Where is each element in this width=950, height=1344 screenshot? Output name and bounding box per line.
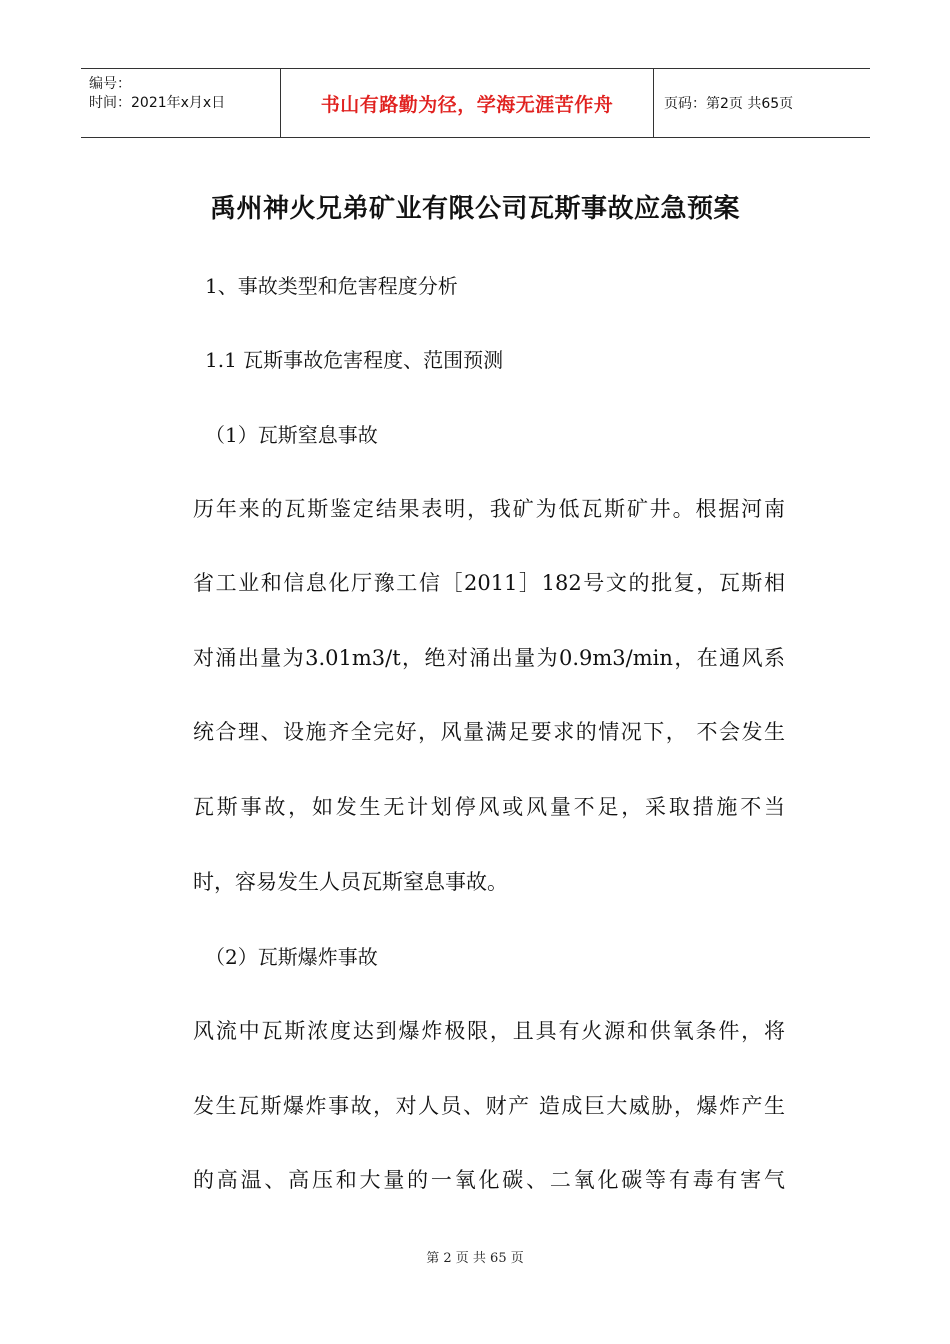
paragraph-line: 时，容易发生人员瓦斯窒息事故。 [193,870,508,894]
number-label: 编号： [89,76,131,92]
time-label: 时间：2021年x月x日 [89,95,226,111]
page-footer: 第 2 页 共 65 页 [426,1251,524,1266]
paragraph-line: 的高温、高压和大量的一氧化碳、二氧化碳等有毒有害气 [193,1168,785,1192]
paragraph-line: 统合理、设施齐全完好，风量满足要求的情况下， 不会发生 [193,720,785,744]
sub-heading-1: （1）瓦斯窒息事故 [205,423,378,447]
header-page-cell [654,69,870,137]
paragraph-line: 发生瓦斯爆炸事故，对人员、财产 造成巨大威胁，爆炸产生 [193,1094,785,1118]
paragraph-line: 瓦斯事故，如发生无计划停风或风量不足，采取措施不当 [193,795,785,819]
header-table [81,68,870,138]
sub-heading-2: （2）瓦斯爆炸事故 [205,945,378,969]
section-heading: 1、事故类型和危害程度分析 [205,274,458,298]
paragraph-line: 省工业和信息化厅豫工信［2011］182号文的批复，瓦斯相 [193,571,785,595]
header-meta-cell [81,69,281,137]
subsection-heading: 1.1 瓦斯事故危害程度、范围预测 [205,348,504,372]
motto: 书山有路勤为径，学海无涯苦作舟 [320,93,614,116]
paragraph-line: 历年来的瓦斯鉴定结果表明，我矿为低瓦斯矿井。根据河南 [193,497,785,521]
paragraph-line: 对涌出量为3.01m3/t，绝对涌出量为0.9m3/min，在通风系 [193,646,785,670]
document-title: 禹州神火兄弟矿业有限公司瓦斯事故应急预案 [209,194,740,224]
header-motto-cell [281,69,654,137]
page-info: 页码：第2页 共65页 [664,96,794,112]
paragraph-line: 风流中瓦斯浓度达到爆炸极限，且具有火源和供氧条件，将 [193,1019,785,1043]
